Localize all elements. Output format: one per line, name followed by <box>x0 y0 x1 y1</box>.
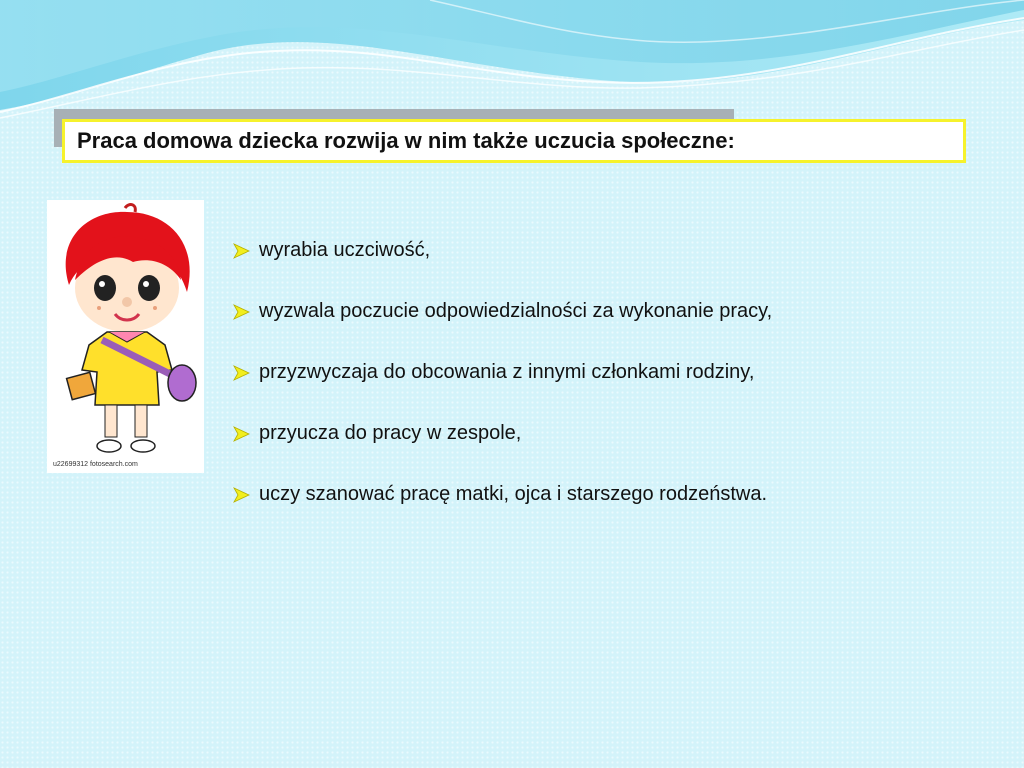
arrow-bullet-icon <box>233 363 259 383</box>
list-item <box>233 464 993 525</box>
child-cartoon-icon <box>47 200 204 473</box>
slide-title: Praca domowa dziecka rozwija w nim także uczucia społeczne: <box>77 128 735 153</box>
title-box <box>62 119 966 163</box>
arrow-bullet-icon <box>233 485 259 505</box>
arrow-bullet-icon <box>233 424 259 444</box>
child-illustration <box>47 200 204 473</box>
list-item <box>233 403 993 464</box>
arrow-bullet-icon <box>233 302 259 322</box>
bullet-text: przyzwyczaja do obcowania z innymi członkami rodziny, <box>259 361 755 383</box>
bullet-text: wyrabia uczciwość, <box>259 239 431 261</box>
list-item <box>233 342 993 403</box>
arrow-bullet-icon <box>233 241 259 261</box>
list-item <box>233 220 993 281</box>
list-item <box>233 281 993 342</box>
bullet-text: przyucza do pracy w zespole, <box>259 422 522 444</box>
bullet-list <box>233 220 993 525</box>
illustration-caption: u22699312 fotosearch.com <box>53 461 138 468</box>
bullet-text: uczy szanować pracę matki, ojca i starszego rodzeństwa. <box>259 483 767 505</box>
bullet-text: wyzwala poczucie odpowiedzialności za wykonanie pracy, <box>259 300 773 322</box>
